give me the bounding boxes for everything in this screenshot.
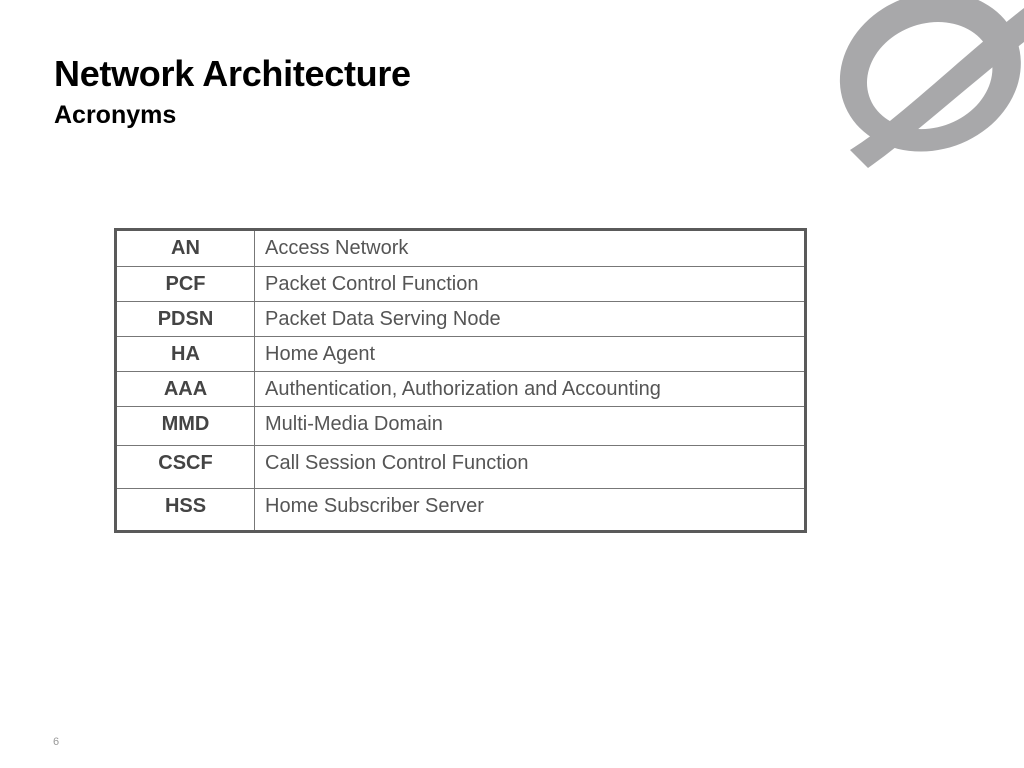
table-row bbox=[116, 489, 806, 532]
acronym-cell: HSS bbox=[116, 489, 255, 532]
acronym-cell: PCF bbox=[116, 267, 255, 302]
acronym-cell: MMD bbox=[116, 407, 255, 446]
acronym-cell: CSCF bbox=[116, 446, 255, 489]
table-row bbox=[116, 267, 806, 302]
acronym-cell: AN bbox=[116, 230, 255, 267]
table-row bbox=[116, 302, 806, 337]
acronym-cell: AAA bbox=[116, 372, 255, 407]
slide-title: Network Architecture bbox=[54, 53, 411, 94]
definition-cell: Packet Control Function bbox=[255, 267, 806, 302]
definition-cell: Home Subscriber Server bbox=[255, 489, 806, 532]
table-row bbox=[116, 372, 806, 407]
acronym-cell: PDSN bbox=[116, 302, 255, 337]
acronym-table bbox=[114, 228, 807, 533]
table-row bbox=[116, 446, 806, 489]
definition-cell: Authentication, Authorization and Accounting bbox=[255, 372, 806, 407]
definition-cell: Packet Data Serving Node bbox=[255, 302, 806, 337]
definition-cell: Home Agent bbox=[255, 337, 806, 372]
table-row bbox=[116, 230, 806, 267]
slide-subtitle: Acronyms bbox=[54, 101, 177, 129]
definition-cell: Multi-Media Domain bbox=[255, 407, 806, 446]
table-row bbox=[116, 337, 806, 372]
definition-cell: Access Network bbox=[255, 230, 806, 267]
table-row bbox=[116, 407, 806, 446]
page-number: 6 bbox=[53, 736, 60, 748]
globe-ring-icon bbox=[838, 0, 1024, 176]
definition-cell: Call Session Control Function bbox=[255, 446, 806, 489]
acronym-cell: HA bbox=[116, 337, 255, 372]
